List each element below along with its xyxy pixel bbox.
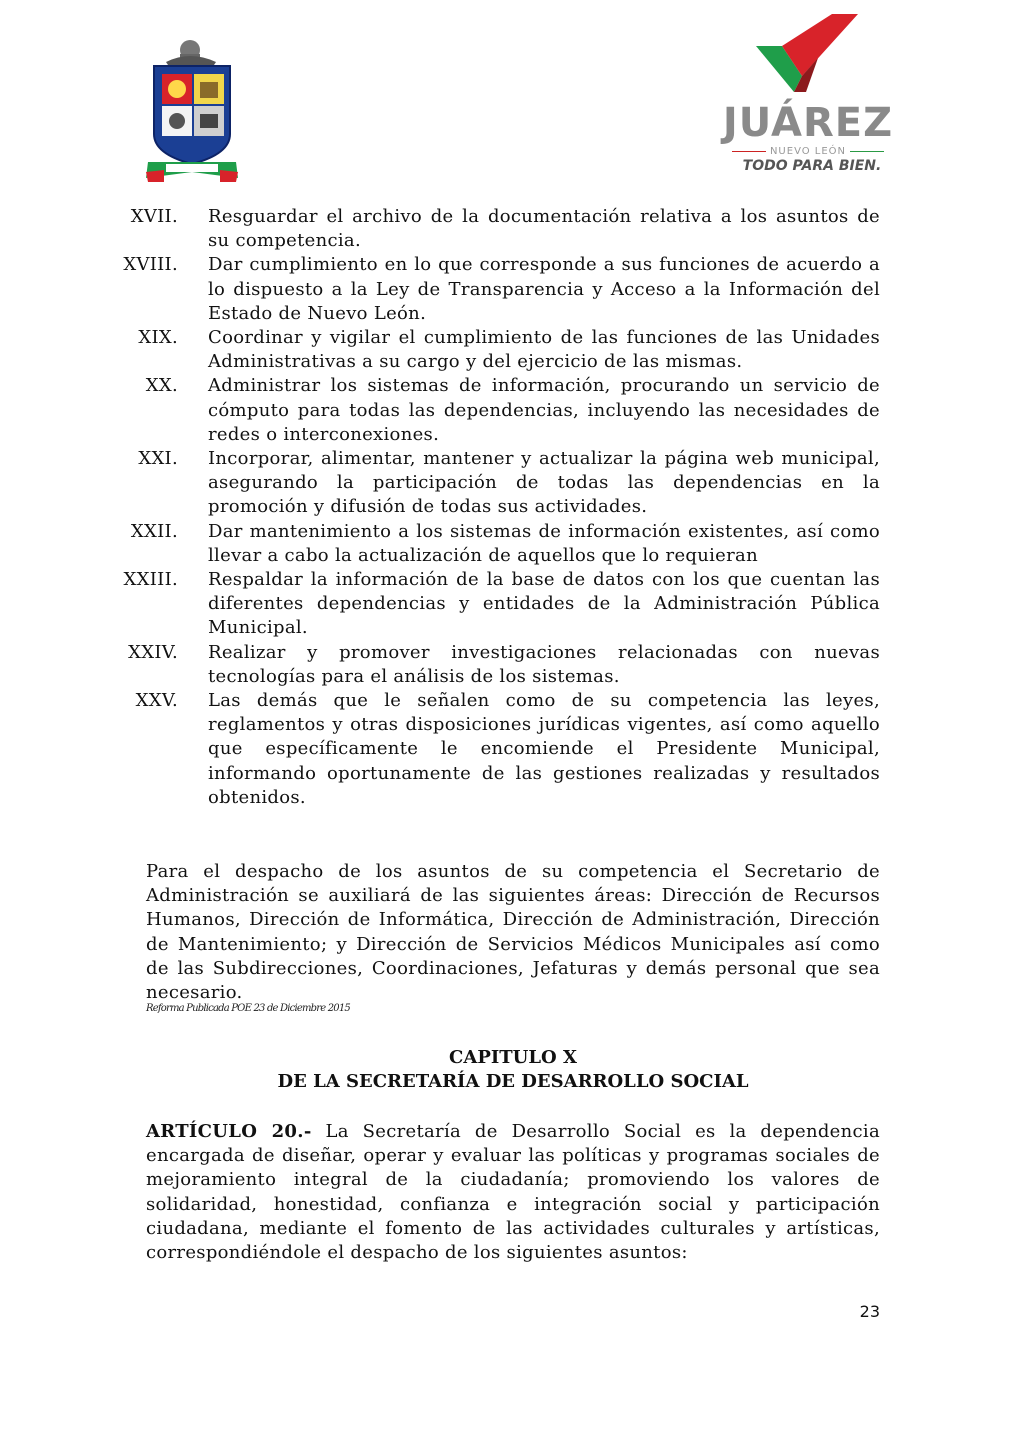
paragraph-auxiliary-areas: Para el despacho de los asuntos de su competencia el Secretario de Administración se auxiliará de las siguientes áreas: Dirección de Recursos Humanos, Dirección de Informática, Dirección de Administración, Dirección de Mantenimiento; y Dirección de Servicios Médicos Municipales así como de las Subdirecciones, Coordinaciones, Jefaturas y demás personal que sea necesario. [146, 861, 880, 1004]
checkmark-logo-icon [720, 14, 900, 100]
list-item [100, 641, 880, 689]
item-text: Dar cumplimiento en lo que corresponde a sus funciones de acuerdo a lo dispuesto a la Ley de Transparencia y Acceso a la Información del Estado de Nuevo León. [208, 254, 880, 324]
brand-tagline: TODO PARA BIEN. [742, 158, 882, 174]
item-text: Administrar los sistemas de información, procurando un servicio de cómputo para todas las dependencias, incluyendo las necesidades de redes o interconexiones. [208, 375, 880, 445]
divider-line [732, 151, 766, 152]
item-number: XXV. [135, 690, 178, 712]
item-number: XX. [145, 375, 178, 397]
item-text: Dar mantenimiento a los sistemas de información existentes, así como llevar a cabo la actualización de aquellos que lo requieran [208, 520, 880, 566]
brand-subtitle [720, 146, 896, 157]
item-text: Coordinar y vigilar el cumplimiento de las funciones de las Unidades Administrativas a su cargo y del ejercicio de las mismas. [208, 327, 880, 373]
item-text: Incorporar, alimentar, mantener y actualizar la página web municipal, asegurando la participación de todas las dependencias en la promoción y difusión de todas sus actividades. [208, 448, 880, 518]
list-item [100, 689, 880, 810]
divider-line [850, 151, 884, 152]
item-text: Realizar y promover investigaciones relacionadas con nuevas tecnologías para el análisis de los sistemas. [208, 641, 880, 687]
article-20-paragraph [146, 1120, 880, 1265]
page-number: 23 [859, 1302, 880, 1321]
item-text: Las demás que le señalen como de su competencia las leyes, reglamentos y otras disposiciones jurídicas vigentes, así como aquello que específicamente le encomiende el Presidente Municipal, informando oportunamente de las gestiones realizadas y resultados obtenidos. [208, 690, 880, 808]
article-text: La Secretaría de Desarrollo Social es la dependencia encargada de diseñar, operar y evaluar las políticas y programas sociales de mejoramiento integral de la ciudadanía; promoviendo los valores de solidaridad, honestidad, confianza e integración social y participación ciudadana, mediante el fomento de las actividades culturales y artísticas, correspondiéndole el despacho de los siguientes asuntos: [146, 1121, 880, 1264]
list-item [100, 326, 880, 374]
brand-name: JUÁREZ [722, 100, 894, 146]
list-item [100, 447, 880, 520]
brand-subtitle-text: NUEVO LEÓN [769, 146, 847, 157]
reform-note: Reforma Publicada POE 23 de Diciembre 2015 [146, 1003, 350, 1014]
list-item [100, 374, 880, 447]
list-item [100, 205, 880, 253]
item-number: XIX. [138, 327, 178, 349]
item-number: XVII. [130, 206, 178, 227]
juarez-brand-logo [720, 14, 900, 174]
article-lead: ARTÍCULO 20.- [146, 1121, 312, 1142]
numbered-list [100, 205, 880, 810]
item-number: XXII. [130, 520, 178, 542]
item-text: Resguardar el archivo de la documentación relativa a los asuntos de su competencia. [208, 206, 880, 252]
chapter-title: DE LA SECRETARÍA DE DESARROLLO SOCIAL [277, 1071, 749, 1092]
item-number: XXIII. [123, 569, 178, 591]
list-item [100, 568, 880, 641]
item-number: XVIII. [123, 254, 178, 276]
item-number: XXIV. [128, 641, 178, 663]
list-item [100, 253, 880, 326]
chapter-number: CAPITULO X [449, 1047, 577, 1068]
list-item [100, 520, 880, 568]
coat-of-arms-logo [146, 36, 242, 186]
item-number: XXI. [138, 448, 178, 470]
item-text: Respaldar la información de la base de datos con los que cuentan las diferentes dependencias y entidades de la Administración Pública Municipal. [208, 569, 880, 639]
